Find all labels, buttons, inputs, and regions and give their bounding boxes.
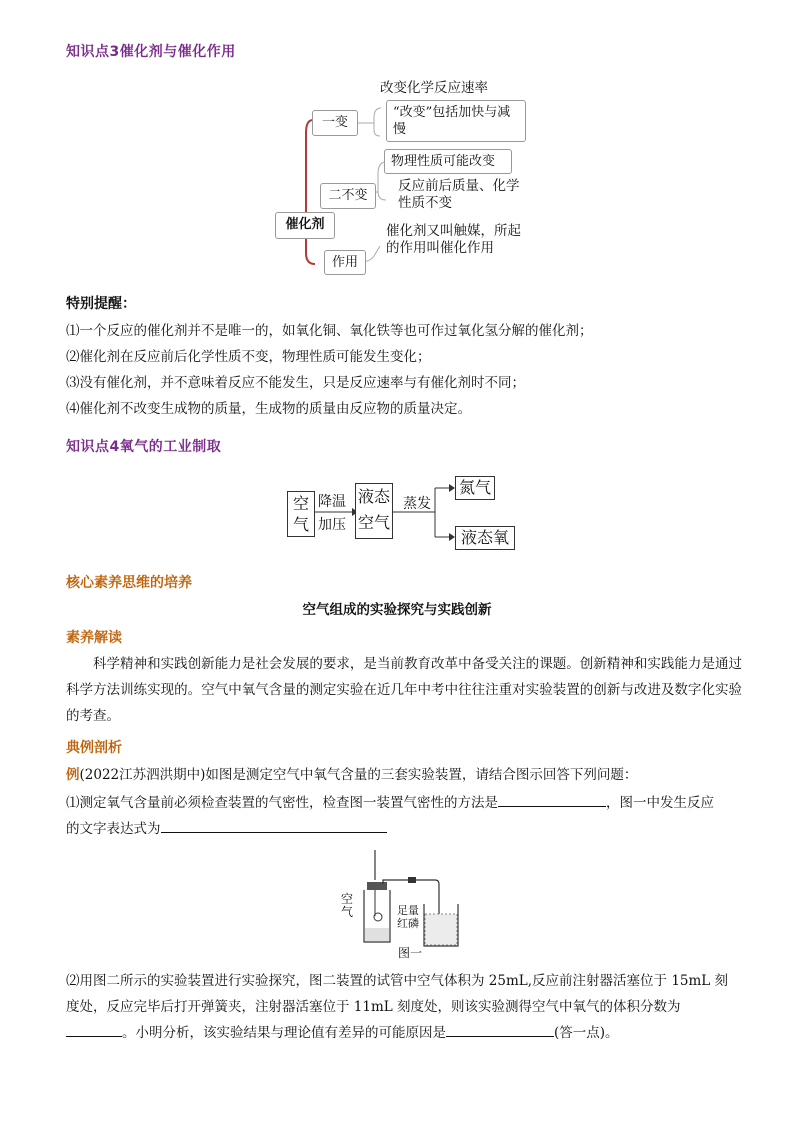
mindmap-root: 催化剂 — [275, 212, 335, 239]
mindmap-branch-function: 作用 — [324, 250, 366, 275]
flow-arrow-1 — [314, 505, 358, 519]
flow-liquid-air: 液态 空气 — [355, 483, 393, 539]
interp-title: 素养解读 — [66, 630, 122, 646]
flow-step-cool: 降温 — [318, 494, 346, 510]
kp4-heading: 知识点4氧气的工业制取 — [66, 439, 222, 455]
mindmap-branch-change: 一变 — [312, 110, 358, 136]
flow-liquid-oxygen: 液态氧 — [455, 526, 515, 550]
reminder-item: ⑶没有催化剂，并不意味着反应不能发生，只是反应速率与有催化剂时不同； — [66, 375, 525, 391]
mindmap-change-a: 改变化学反应速率 — [380, 80, 488, 96]
answer-blank-3[interactable] — [66, 1022, 122, 1037]
mindmap-unchanged-b: 反应前后质量、化学性质不变 — [398, 178, 520, 211]
reminder-item: ⑴一个反应的催化剂并不是唯一的，如氧化铜、氧化铁等也可作过氧化氢分解的催化剂； — [66, 323, 593, 339]
answer-blank-1[interactable] — [498, 792, 606, 807]
flow-nitrogen: 氮气 — [455, 476, 495, 500]
fig-caption: 图一 — [398, 946, 423, 960]
question-1: ⑴测定氧气含量前必须检查装置的气密性，检查图一装置气密性的方法是 ，图一中发生反应 的文字表达式为 — [66, 790, 746, 842]
mindmap-branch-unchanged: 二不变 — [320, 183, 376, 209]
reminder-item: ⑵催化剂在反应前后化学性质不变，物理性质可能发生变化； — [66, 349, 431, 365]
answer-blank-4[interactable] — [446, 1022, 554, 1037]
flow-step-evaporate: 蒸发 — [403, 496, 431, 512]
core-heading: 核心素养思维的培养 — [66, 575, 192, 591]
mindmap-change-b: “改变”包括加快与减慢 — [386, 100, 526, 142]
flow-step-press: 加压 — [318, 517, 346, 533]
kp3-heading: 知识点3催化剂与催化作用 — [66, 44, 236, 60]
example-title: 典例剖析 — [66, 740, 122, 756]
reminder-title: 特别提醒： — [66, 296, 136, 312]
fig-label-phosphorus: 足量 红磷 — [397, 904, 419, 930]
question-2: ⑵用图二所示的实验装置进行实验探究，图二装置的试管中空气体积为 25mL,反应前注射器活塞位于 15mL 刻 度处，反应完毕后打开弹簧夹，注射器活塞位于 11mL 刻度处，则该实验测得空气中氧气的体积分数为 。小明分析，该实验结果与理论值有差异的可能原因是 (答一点)。 — [66, 973, 729, 1041]
core-center-title: 空气组成的实验探究与实践创新 — [302, 602, 492, 618]
mindmap-unchanged-a: 物理性质可能改变 — [384, 149, 512, 174]
fig-label-air: 空气 — [341, 892, 354, 919]
mindmap-function-a: 催化剂又叫触媒，所起的作用叫催化作用 — [386, 223, 521, 256]
example-intro: 例(2022江苏泗洪期中)如图是测定空气中氧气含量的三套实验装置，请结合图示回答下列问题： — [66, 767, 638, 783]
flow-arrow-2 — [393, 482, 455, 544]
reminder-item: ⑷催化剂不改变生成物的质量，生成物的质量由反应物的质量决定。 — [66, 401, 471, 417]
answer-blank-2[interactable] — [161, 818, 387, 833]
interp-text: 科学精神和实践创新能力是社会发展的要求，是当前教育改革中备受关注的课题。创新精神和实践能力是通过科学方法训练实现的。空气中氧气含量的测定实验在近几年中考中往往注重对实验装置的创新与改进及数字化实验的考查。 — [66, 656, 742, 724]
flow-air: 空气 — [287, 491, 315, 537]
reminder-list — [66, 318, 746, 422]
